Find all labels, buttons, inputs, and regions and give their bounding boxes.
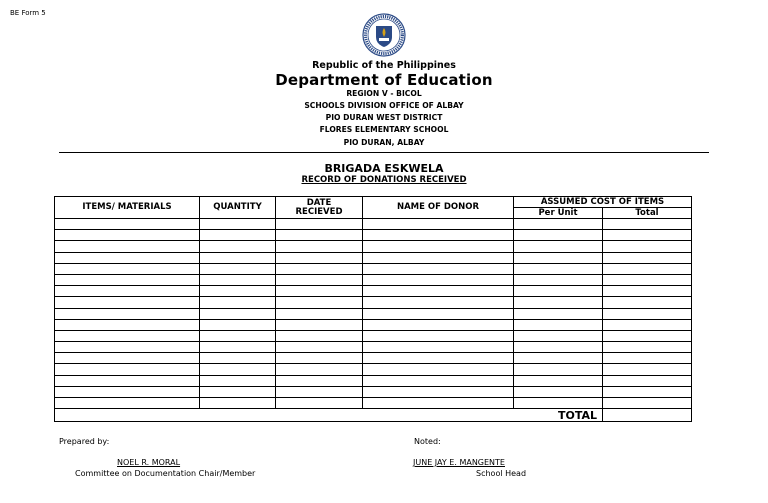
table-cell[interactable] <box>363 342 514 353</box>
table-cell[interactable] <box>363 219 514 230</box>
table-cell[interactable] <box>200 386 276 397</box>
table-cell[interactable] <box>514 342 603 353</box>
table-cell[interactable] <box>55 219 200 230</box>
table-cell[interactable] <box>276 241 363 252</box>
table-cell[interactable] <box>276 219 363 230</box>
table-cell[interactable] <box>363 241 514 252</box>
region-line: REGION V - BICOL <box>346 89 422 98</box>
table-cell[interactable] <box>514 330 603 341</box>
table-cell[interactable] <box>276 286 363 297</box>
table-cell[interactable] <box>55 353 200 364</box>
table-row <box>55 375 692 386</box>
table-cell[interactable] <box>603 319 692 330</box>
form-code: BE Form 5 <box>10 9 46 17</box>
table-cell[interactable] <box>514 219 603 230</box>
table-cell[interactable] <box>603 219 692 230</box>
total-label: TOTAL <box>55 409 603 422</box>
table-row <box>55 342 692 353</box>
table-row <box>55 308 692 319</box>
table-cell[interactable] <box>55 263 200 274</box>
table-cell[interactable] <box>514 386 603 397</box>
table-cell[interactable] <box>603 386 692 397</box>
col-header-cost-group: ASSUMED COST OF ITEMS <box>514 197 692 208</box>
prepared-by-label: Prepared by: <box>59 437 110 446</box>
donations-table <box>54 196 692 422</box>
table-row <box>55 274 692 285</box>
table-cell[interactable] <box>200 364 276 375</box>
table-cell[interactable] <box>603 308 692 319</box>
table-cell[interactable] <box>200 319 276 330</box>
table-cell[interactable] <box>276 297 363 308</box>
table-cell[interactable] <box>200 375 276 386</box>
col-header-donor: NAME OF DONOR <box>363 197 514 219</box>
header-divider <box>59 152 709 153</box>
table-cell[interactable] <box>514 286 603 297</box>
table-cell[interactable] <box>363 353 514 364</box>
table-cell[interactable] <box>276 252 363 263</box>
table-cell[interactable] <box>603 230 692 241</box>
table-cell[interactable] <box>514 274 603 285</box>
table-cell[interactable] <box>514 230 603 241</box>
table-cell[interactable] <box>514 398 603 409</box>
col-header-items: ITEMS/ MATERIALS <box>55 197 200 219</box>
table-row <box>55 330 692 341</box>
town-line: PIO DURAN, ALBAY <box>343 138 425 147</box>
table-row <box>55 319 692 330</box>
table-cell[interactable] <box>603 241 692 252</box>
table-cell[interactable] <box>55 364 200 375</box>
col-header-date <box>276 197 363 219</box>
table-cell[interactable] <box>363 375 514 386</box>
table-cell[interactable] <box>276 330 363 341</box>
table-cell[interactable] <box>200 263 276 274</box>
table-cell[interactable] <box>200 230 276 241</box>
table-cell[interactable] <box>514 297 603 308</box>
table-row <box>55 252 692 263</box>
table-cell[interactable] <box>276 386 363 397</box>
table-cell[interactable] <box>55 230 200 241</box>
table-cell[interactable] <box>200 274 276 285</box>
noted-by-name: JUNE JAY E. MANGENTE <box>413 458 505 467</box>
division-line: SCHOOLS DIVISION OFFICE OF ALBAY <box>304 101 464 110</box>
col-header-per-unit: Per Unit <box>514 208 603 219</box>
table-cell[interactable] <box>363 386 514 397</box>
total-row <box>55 409 692 422</box>
table-cell[interactable] <box>514 263 603 274</box>
table-cell[interactable] <box>514 308 603 319</box>
table-cell[interactable] <box>514 319 603 330</box>
table-cell[interactable] <box>276 274 363 285</box>
col-header-date-line1: DATE <box>306 197 332 208</box>
table-row <box>55 353 692 364</box>
table-row <box>55 263 692 274</box>
table-row <box>55 364 692 375</box>
table-cell[interactable] <box>514 252 603 263</box>
table-cell[interactable] <box>603 274 692 285</box>
total-value-cell[interactable] <box>603 409 692 422</box>
table-row <box>55 230 692 241</box>
table-cell[interactable] <box>55 252 200 263</box>
table-cell[interactable] <box>514 364 603 375</box>
noted-by-position: School Head <box>476 469 527 478</box>
table-cell[interactable] <box>514 375 603 386</box>
table-cell[interactable] <box>200 398 276 409</box>
table-cell[interactable] <box>55 308 200 319</box>
table-cell[interactable] <box>55 398 200 409</box>
col-header-date-line2: RECIEVED <box>295 206 343 217</box>
table-cell[interactable] <box>603 398 692 409</box>
table-cell[interactable] <box>363 274 514 285</box>
table-cell[interactable] <box>276 342 363 353</box>
table-cell[interactable] <box>55 319 200 330</box>
table-cell[interactable] <box>276 319 363 330</box>
form-subtitle: RECORD OF DONATIONS RECEIVED <box>301 175 467 185</box>
district-line: PIO DURAN WEST DISTRICT <box>325 113 443 122</box>
table-cell[interactable] <box>363 252 514 263</box>
table-cell[interactable] <box>200 286 276 297</box>
table-cell[interactable] <box>276 230 363 241</box>
deped-seal-icon <box>362 13 406 57</box>
table-cell[interactable] <box>55 286 200 297</box>
table-cell[interactable] <box>603 286 692 297</box>
department-heading: Department of Education <box>275 71 493 89</box>
table-cell[interactable] <box>514 241 603 252</box>
table-cell[interactable] <box>276 263 363 274</box>
col-header-total: Total <box>603 208 692 219</box>
table-cell[interactable] <box>363 308 514 319</box>
table-cell[interactable] <box>200 252 276 263</box>
table-cell[interactable] <box>200 308 276 319</box>
table-row <box>55 219 692 230</box>
table-cell[interactable] <box>363 319 514 330</box>
table-cell[interactable] <box>514 353 603 364</box>
noted-by-label: Noted: <box>414 437 441 446</box>
table-cell[interactable] <box>603 330 692 341</box>
table-cell[interactable] <box>363 330 514 341</box>
table-cell[interactable] <box>200 330 276 341</box>
prepared-by-name: NOEL R. MORAL <box>117 458 181 467</box>
table-cell[interactable] <box>603 342 692 353</box>
table-cell[interactable] <box>603 263 692 274</box>
table-cell[interactable] <box>363 286 514 297</box>
table-cell[interactable] <box>276 364 363 375</box>
table-cell[interactable] <box>200 219 276 230</box>
table-row <box>55 286 692 297</box>
table-cell[interactable] <box>276 375 363 386</box>
table-cell[interactable] <box>603 364 692 375</box>
table-cell[interactable] <box>55 274 200 285</box>
table-cell[interactable] <box>603 252 692 263</box>
col-header-quantity: QUANTITY <box>200 197 276 219</box>
table-cell[interactable] <box>363 230 514 241</box>
table-cell[interactable] <box>55 241 200 252</box>
table-cell[interactable] <box>55 375 200 386</box>
table-cell[interactable] <box>603 353 692 364</box>
table-row <box>55 297 692 308</box>
table-cell[interactable] <box>200 241 276 252</box>
table-cell[interactable] <box>200 353 276 364</box>
table-row <box>55 241 692 252</box>
table-cell[interactable] <box>55 386 200 397</box>
table-cell[interactable] <box>603 297 692 308</box>
table-row <box>55 386 692 397</box>
table-cell[interactable] <box>55 297 200 308</box>
table-cell[interactable] <box>603 375 692 386</box>
table-cell[interactable] <box>363 297 514 308</box>
table-cell[interactable] <box>200 297 276 308</box>
table-cell[interactable] <box>276 353 363 364</box>
form-title: BRIGADA ESKWELA <box>324 162 444 175</box>
table-cell[interactable] <box>276 398 363 409</box>
table-row <box>55 398 692 409</box>
table-cell[interactable] <box>200 342 276 353</box>
table-body <box>55 219 692 409</box>
republic-heading: Republic of the Philippines <box>312 60 456 71</box>
table-cell[interactable] <box>55 330 200 341</box>
prepared-by-position: Committee on Documentation Chair/Member <box>75 469 256 478</box>
table-cell[interactable] <box>55 342 200 353</box>
table-cell[interactable] <box>363 263 514 274</box>
school-line: FLORES ELEMENTARY SCHOOL <box>319 125 449 134</box>
table-cell[interactable] <box>363 364 514 375</box>
table-cell[interactable] <box>363 398 514 409</box>
table-cell[interactable] <box>276 308 363 319</box>
